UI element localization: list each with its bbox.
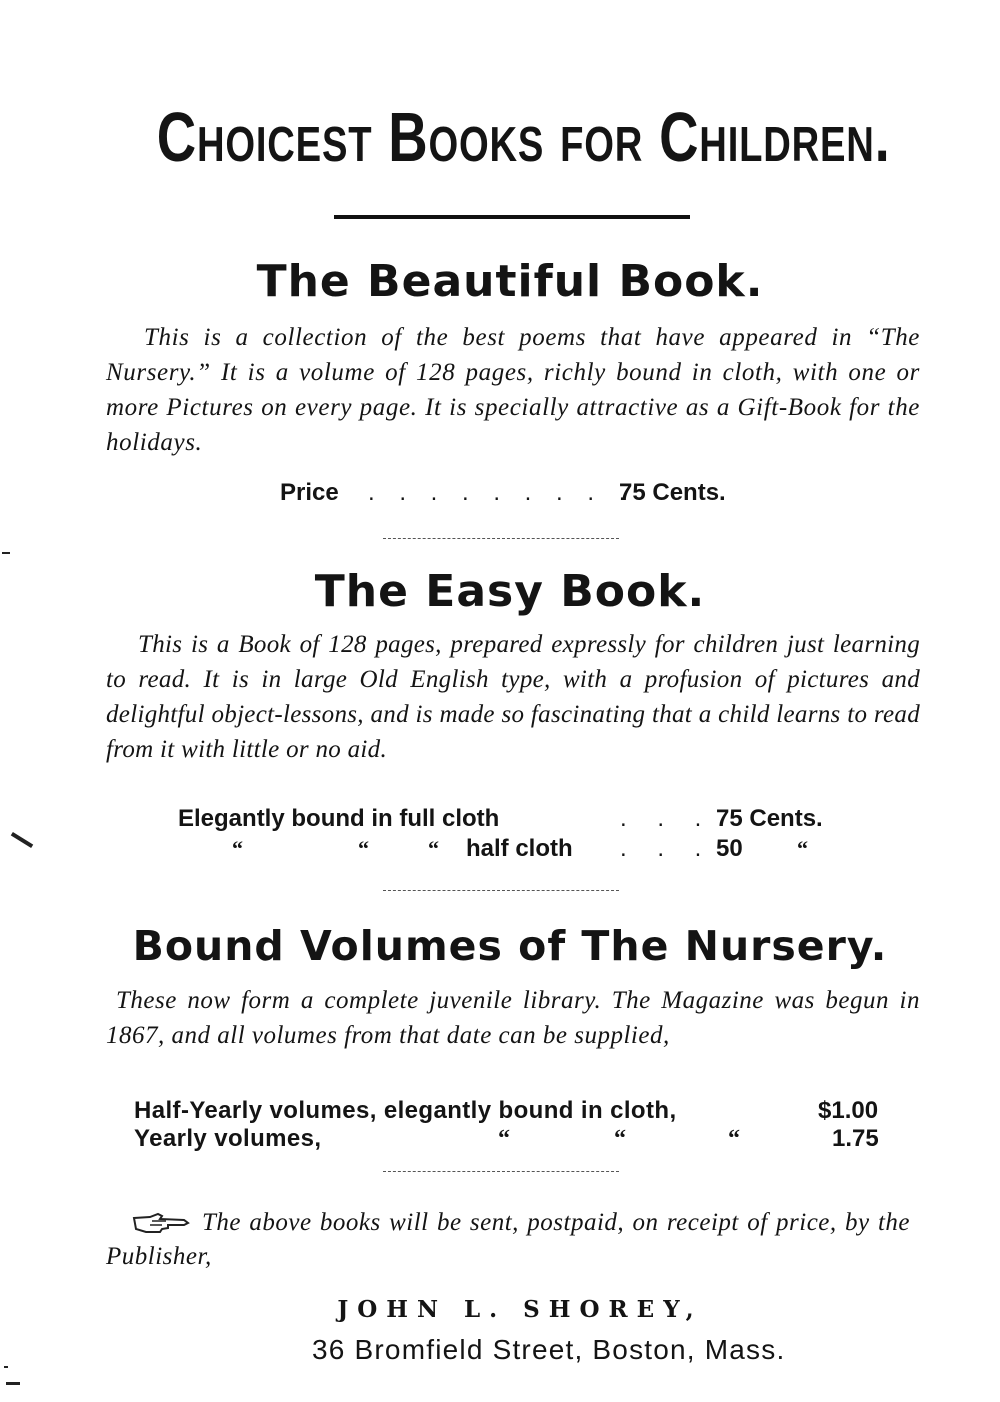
section-divider [383,1171,619,1172]
price-row-full-cloth-value: 75 Cents. [716,805,823,832]
price-row-half-yearly-value: $1.00 [818,1097,879,1124]
ditto-mark: “ [498,1126,510,1152]
ditto-mark: “ [232,836,243,861]
publisher-name: JOHN L. SHOREY, [337,1296,703,1323]
section-divider [383,890,619,891]
price-row-full-cloth-label: Elegantly bound in full cloth [178,805,500,832]
ditto-mark: “ [428,836,439,861]
section-heading-bound-volumes: Bound Volumes of The Nursery. [132,922,888,970]
price-label: Price [280,479,339,506]
price-row-half-cloth-value: 50 [716,835,743,862]
price-row-yearly-label: Yearly volumes, [134,1125,322,1152]
scan-mark [2,552,10,554]
section-description-bound-volumes: These now form a complete juvenile library. The Magazine was begun in 1867, and all volumes from that date can be supplied, [106,987,920,1049]
price-row-half-cloth-label: half cloth [466,835,573,862]
price-row-half-cloth-leader: . . . [620,835,714,862]
scan-mark [11,832,33,848]
ditto-mark: “ [614,1126,626,1152]
price-row-yearly-value: 1.75 [832,1125,879,1152]
price-value: 75 Cents. [619,479,726,506]
section-heading-beautiful-book: The Beautiful Book. [256,256,764,307]
section-divider [383,538,619,539]
ditto-mark: “ [728,1126,740,1152]
ditto-mark: “ [358,836,369,861]
ditto-mark: “ [797,836,808,861]
publisher-address: 36 Bromfield Street, Boston, Mass. [312,1334,786,1365]
page-title: Choicest Books for Children. [156,98,891,176]
price-row-half-yearly-label: Half-Yearly volumes, elegantly bound in cloth, [134,1097,677,1124]
price-row-full-cloth-leader: . . . [620,805,714,832]
scan-mark [4,1366,8,1368]
shipping-note: The above books will be sent, postpaid, on receipt of price, by the Publisher, [106,1209,910,1270]
title-rule [334,215,690,219]
section-description-easy-book: This is a Book of 128 pages, prepared expressly for children just learning to read. It is in large Old English type, with a profusion of pictures and delightful object-lessons, and is made so fascinating that a child learns to read from it with little or no aid. [106,631,920,763]
section-heading-easy-book: The Easy Book. [314,566,706,617]
price-leader: . . . . . . . . . [368,479,635,506]
section-description-beautiful-book: This is a collection of the best poems that have appeared in “The Nursery.” It is a volume of 128 pages, richly bound in cloth, with one or more Pictures on every page. It is specially attractive as a Gift-Book for the holidays. [106,324,920,456]
scan-mark [6,1382,20,1385]
